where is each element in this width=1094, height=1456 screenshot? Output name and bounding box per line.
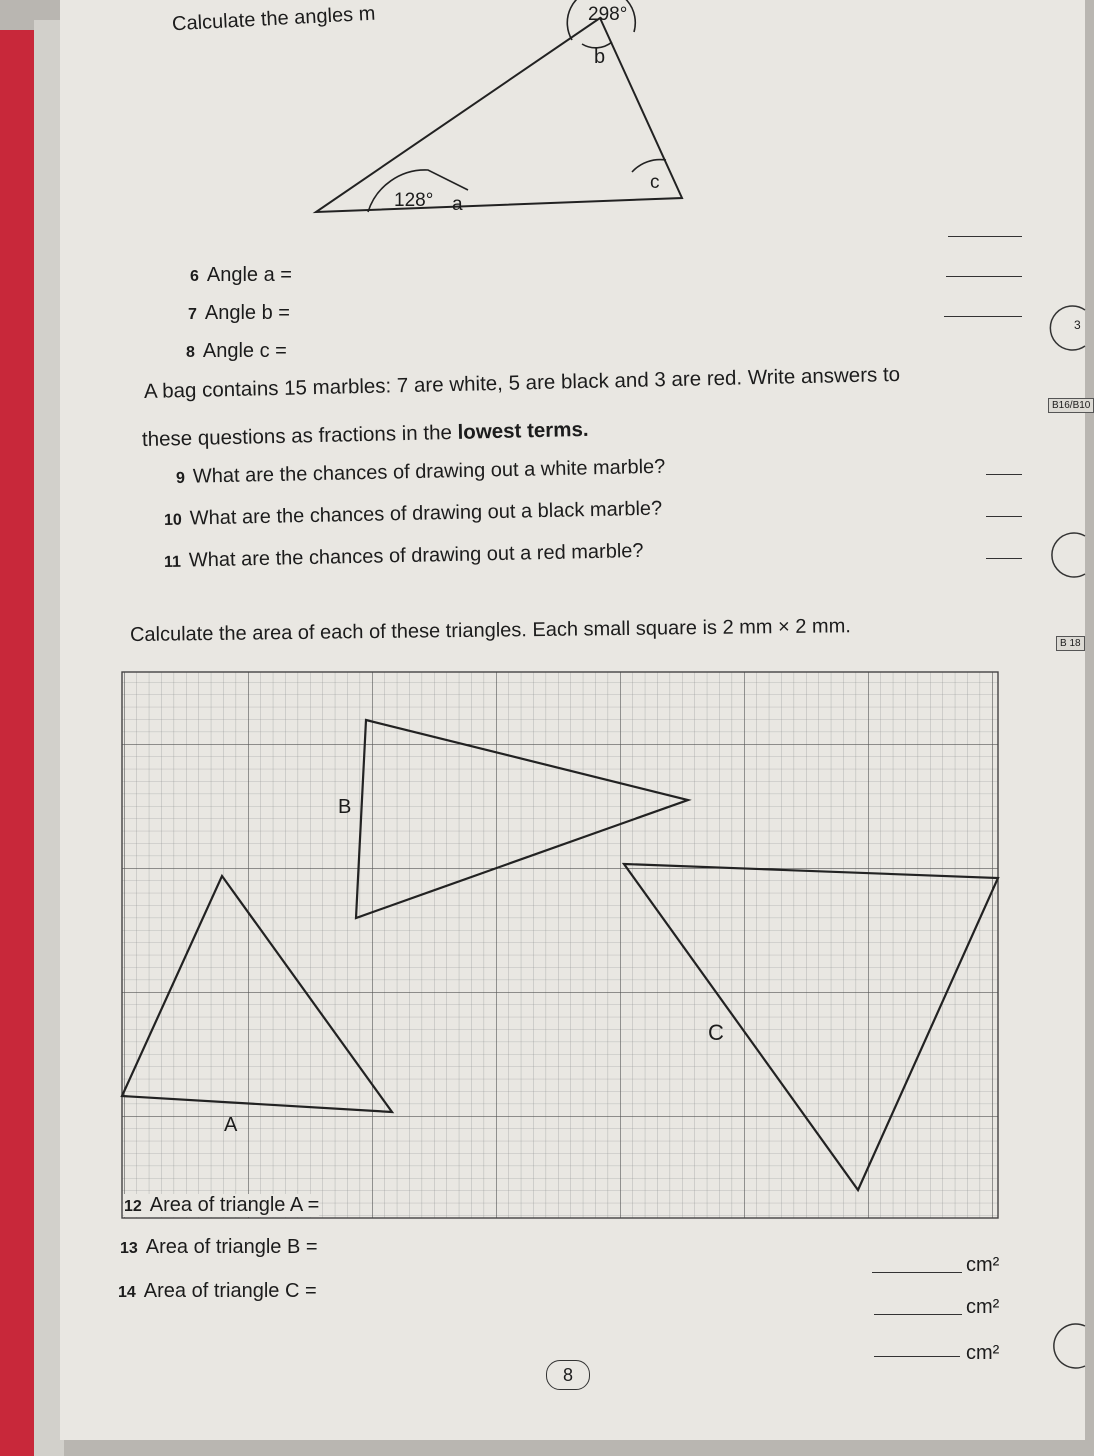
label-298: 298°	[588, 4, 628, 25]
q12-number: 12	[124, 1198, 142, 1215]
margin-mark-3: 3	[1074, 318, 1081, 332]
page-number: 8	[546, 1360, 590, 1390]
label-c: c	[650, 172, 660, 193]
label-128: 128°	[394, 190, 434, 211]
answer-line-13[interactable]	[874, 1314, 962, 1315]
triangle-b-label: B	[338, 796, 352, 818]
margin-circle-2	[1052, 533, 1085, 577]
q9-number: 9	[175, 469, 186, 487]
q7-number: 7	[188, 306, 197, 323]
marbles-intro-text: these questions as fractions in the	[141, 420, 453, 451]
question-12	[124, 1194, 319, 1217]
unit-14: cm²	[966, 1342, 1000, 1364]
margin-tab-1: B16/B10	[1048, 398, 1094, 413]
lowest-terms-emphasis: lowest terms.	[457, 417, 589, 444]
triangle-a-label: A	[224, 1114, 238, 1136]
graph-grid	[122, 672, 998, 1218]
margin-circle-3	[1054, 1324, 1085, 1368]
angle-triangle	[316, 18, 682, 212]
q6-number: 6	[190, 268, 199, 285]
marbles-intro-line1: A bag contains 15 marbles: 7 are white, 5 are black and 3 are red. Write answers to	[143, 362, 901, 403]
q12-text: Area of triangle A =	[149, 1194, 320, 1216]
answer-line-12[interactable]	[872, 1272, 962, 1273]
label-b: b	[594, 46, 606, 68]
q11-text: What are the chances of drawing out a red marble?	[188, 539, 644, 572]
question-6	[190, 264, 292, 287]
arc-c	[632, 160, 666, 172]
unit-13: cm²	[966, 1296, 1000, 1318]
question-7	[188, 302, 290, 325]
q9-text: What are the chances of drawing out a white marble?	[192, 455, 666, 488]
answer-line-10[interactable]	[986, 516, 1022, 517]
q14-number: 14	[118, 1284, 136, 1301]
angles-instruction: Calculate the angles m	[171, 2, 376, 36]
q7-text: Angle b =	[204, 302, 290, 324]
answer-line-9[interactable]	[986, 474, 1022, 475]
answer-line-14[interactable]	[874, 1356, 960, 1357]
answer-line-11[interactable]	[986, 558, 1022, 559]
q13-text: Area of triangle B =	[145, 1236, 318, 1258]
answer-line-7[interactable]	[946, 276, 1022, 277]
question-8	[186, 340, 287, 363]
q6-text: Angle a =	[206, 264, 292, 286]
question-14	[118, 1280, 317, 1303]
answer-line-6[interactable]	[948, 236, 1022, 237]
question-13	[120, 1236, 318, 1259]
q11-number: 11	[163, 553, 182, 571]
unit-12: cm²	[966, 1254, 1000, 1276]
q13-number: 13	[120, 1240, 138, 1257]
margin-tab-2: B 18	[1056, 636, 1085, 651]
area-instruction: Calculate the area of each of these triangles. Each small square is 2 mm × 2 mm.	[129, 615, 851, 646]
triangle-c-label: C	[708, 1020, 724, 1045]
q8-text: Angle c =	[202, 340, 287, 362]
q10-number: 10	[163, 511, 182, 529]
answer-line-8[interactable]	[944, 316, 1022, 317]
q10-text: What are the chances of drawing out a black marble?	[189, 497, 663, 530]
q8-number: 8	[186, 344, 195, 361]
label-a: a	[452, 194, 463, 215]
q14-text: Area of triangle C =	[143, 1280, 317, 1302]
